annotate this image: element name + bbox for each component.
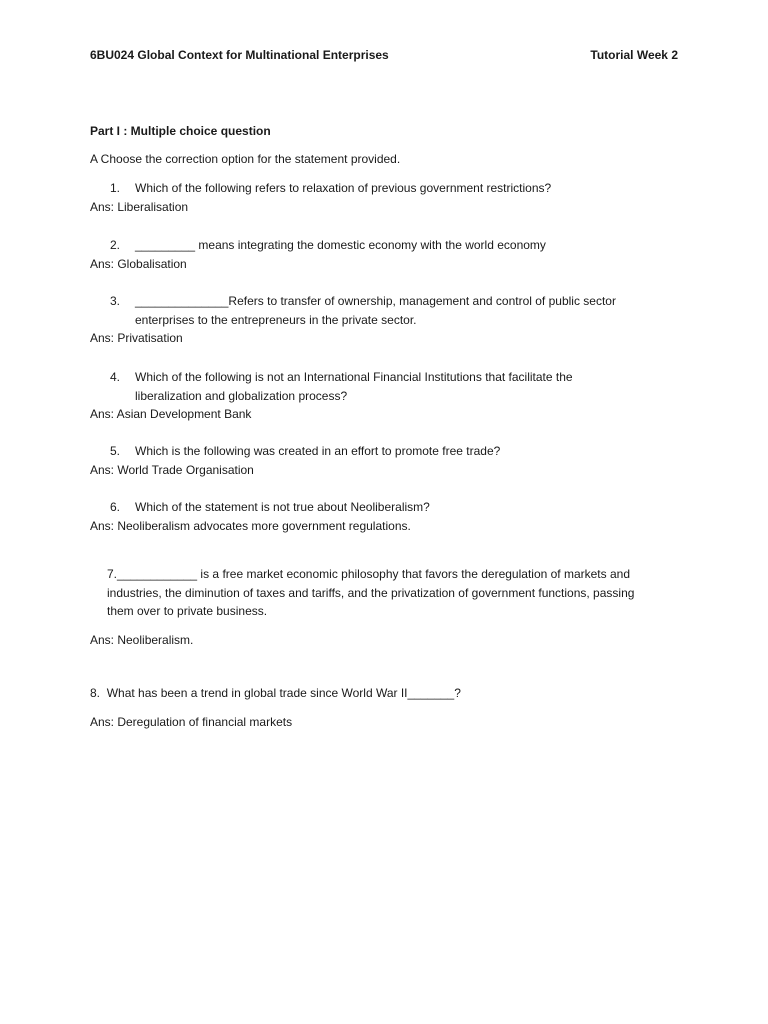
question-1-text — [135, 179, 551, 198]
question-2-number: 2. — [109, 238, 120, 252]
question-6-line-1: Which of the statement is not true about Neoliberalism? — [135, 500, 430, 514]
part-title: Part I : Multiple choice question — [90, 124, 271, 138]
question-5-answer: Ans: World Trade Organisation — [90, 463, 254, 477]
question-7-answer: Ans: Neoliberalism. — [90, 633, 194, 647]
question-4-line-1: Which of the following is not an International Financial Institutions that facilitate the — [135, 370, 573, 384]
question-5-text — [135, 442, 500, 461]
question-7-line-1 — [107, 565, 677, 584]
question-7-line-1-text: ____________ is a free market economic philosophy that favors the deregulation of markets and — [117, 567, 630, 581]
question-6-text — [135, 498, 430, 517]
question-5-number: 5. — [109, 444, 120, 458]
question-7-text — [107, 565, 677, 621]
question-7-number: 7. — [107, 567, 118, 581]
question-4-text — [135, 368, 573, 405]
question-3-number: 3. — [109, 294, 120, 308]
question-5-line-1: Which is the following was created in an effort to promote free trade? — [135, 444, 501, 458]
question-2-answer: Ans: Globalisation — [90, 257, 187, 271]
instruction: A Choose the correction option for the statement provided. — [90, 152, 401, 166]
question-1-answer: Ans: Liberalisation — [90, 200, 189, 214]
question-2-line-1: _________ means integrating the domestic economy with the world economy — [135, 238, 546, 252]
question-8-number: 8. — [90, 686, 101, 700]
question-2-text — [135, 236, 546, 255]
question-4-line-2: liberalization and globalization process? — [135, 388, 348, 403]
question-8-answer: Ans: Deregulation of financial markets — [90, 715, 293, 729]
question-3-line-2: enterprises to the entrepreneurs in the private sector. — [135, 312, 417, 327]
course-title: 6BU024 Global Context for Multinational Enterprises — [90, 48, 389, 62]
question-1-line-1: Which of the following refers to relaxation of previous government restrictions? — [135, 181, 552, 195]
question-6-answer: Ans: Neoliberalism advocates more government regulations. — [90, 519, 411, 533]
question-8-line-1: What has been a trend in global trade since World War II_______? — [106, 686, 461, 700]
tutorial-week: Tutorial Week 2 — [590, 48, 678, 62]
question-3-text — [135, 292, 616, 329]
question-1-number: 1. — [109, 181, 120, 195]
question-4-answer: Ans: Asian Development Bank — [90, 407, 252, 421]
question-7-line-2: industries, the diminution of taxes and tariffs, and the privatization of government functions, passing — [107, 585, 635, 600]
question-4-number: 4. — [109, 370, 120, 384]
question-7-line-3: them over to private business. — [107, 604, 268, 618]
question-8-text — [90, 684, 461, 702]
question-3-line-1: ______________Refers to transfer of ownership, management and control of public sector — [135, 294, 616, 308]
question-6-number: 6. — [109, 500, 120, 514]
question-3-answer: Ans: Privatisation — [90, 331, 183, 345]
